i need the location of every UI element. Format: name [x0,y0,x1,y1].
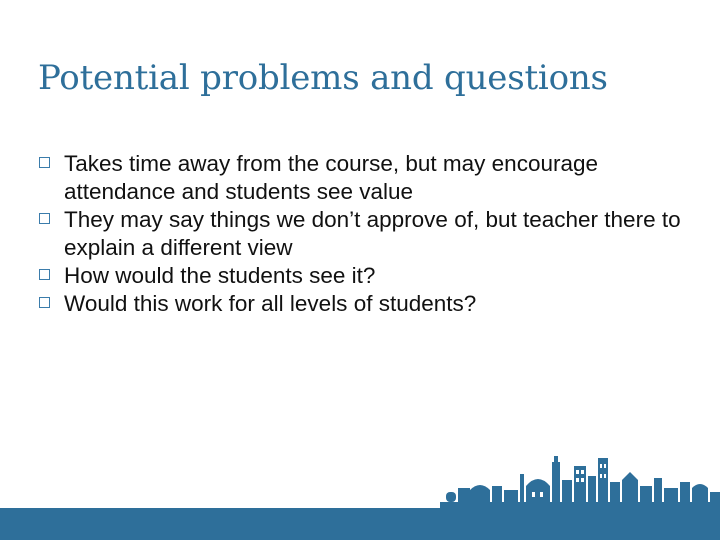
bullet-item [38,206,688,262]
bullet-text: They may say things we don’t approve of, but teacher there to explain a different view [64,207,681,260]
footer-band [0,508,720,540]
bullet-item [38,262,688,290]
bullet-list [38,150,688,318]
bullet-item [38,290,688,318]
bullet-item [38,150,688,206]
slide-title: Potential problems and questions [38,58,608,98]
bullet-text: How would the students see it? [64,263,376,288]
city-skyline-icon [440,452,720,508]
square-bullet-icon [39,157,50,168]
square-bullet-icon [39,213,50,224]
square-bullet-icon [39,297,50,308]
bullet-text: Takes time away from the course, but may encourage attendance and students see value [64,151,599,204]
bullet-text: Would this work for all levels of students? [64,291,477,316]
square-bullet-icon [39,269,50,280]
